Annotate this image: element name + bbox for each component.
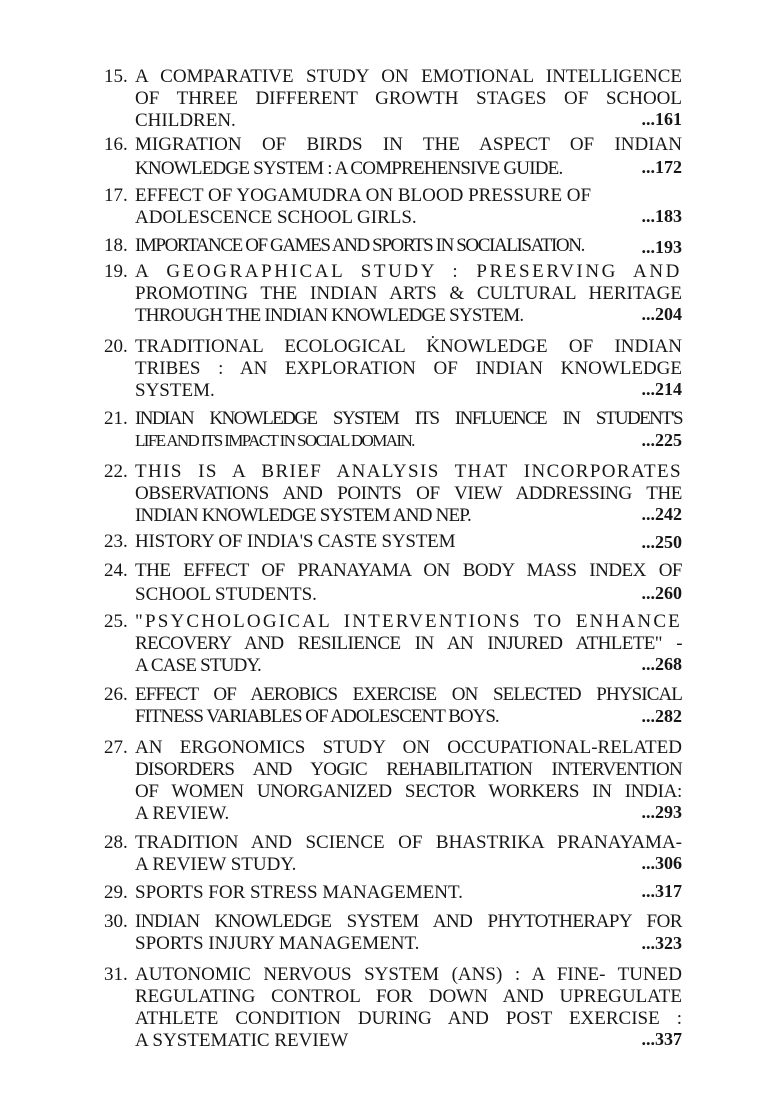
entry-title-line: INDIAN KNOWLEDGE SYSTEM AND NEP.	[135, 505, 471, 526]
entry-number: 22.	[104, 461, 128, 482]
entry-title-line: AN ERGONOMICS STUDY ON OCCUPATIONAL-RELATED	[135, 737, 682, 758]
entry-title-line: THROUGH THE INDIAN KNOWLEDGE SYSTEM.	[135, 305, 524, 326]
page-number[interactable]: ...337	[641, 1029, 682, 1049]
page-number[interactable]: ...214	[641, 379, 682, 399]
entry-number: 21.	[104, 408, 128, 429]
entry-title-line: FITNESS VARIABLES OF ADOLESCENT BOYS.	[135, 706, 499, 727]
entry-title-line: LIFE AND ITS IMPACT IN SOCIAL DOMAIN.	[135, 431, 414, 450]
entry-number: 26.	[104, 684, 128, 705]
page-number[interactable]: ...242	[641, 504, 682, 524]
entry-title-line: EFFECT OF YOGAMUDRA ON BLOOD PRESSURE OF	[135, 185, 592, 206]
entry-title-line: SCHOOL STUDENTS.	[135, 584, 317, 605]
entry-title-line: SPORTS FOR STRESS MANAGEMENT.	[135, 882, 463, 903]
entry-number: 18.	[104, 235, 128, 256]
page-number[interactable]: ...260	[641, 583, 682, 603]
page-number[interactable]: ...161	[641, 109, 682, 129]
entry-title-line: IMPORTANCE OF GAMES AND SPORTS IN SOCIALISATION.	[135, 235, 584, 256]
page-number[interactable]: ...183	[641, 206, 682, 226]
entry-title-line: EFFECT OF AEROBICS EXERCISE ON SELECTED PHYSICAL	[135, 684, 682, 705]
page-number[interactable]: ...317	[641, 881, 682, 901]
page-number[interactable]: ...306	[641, 853, 682, 873]
entry-title-line: CHILDREN.	[135, 110, 236, 131]
entry-title-line: TRADITION AND SCIENCE OF BHASTRIKA PRANAYAMA-	[135, 832, 682, 853]
entry-title-line: ADOLESCENCE SCHOOL GIRLS.	[135, 207, 417, 228]
entry-number: 28.	[104, 832, 128, 853]
entry-title-line: OF THREE DIFFERENT GROWTH STAGES OF SCHOOL	[135, 88, 682, 109]
entry-title-line: A REVIEW.	[135, 803, 230, 824]
entry-title-line: MIGRATION OF BIRDS IN THE ASPECT OF INDIAN	[135, 134, 682, 155]
entry-title-line: OF WOMEN UNORGANIZED SECTOR WORKERS IN INDIA:	[135, 781, 682, 802]
entry-number: 29.	[104, 882, 128, 903]
entry-title-line: THE EFFECT OF PRANAYAMA ON BODY MASS INDEX OF	[135, 560, 682, 581]
page-number[interactable]: ...282	[641, 706, 682, 726]
entry-title-line: TRIBES : AN EXPLORATION OF INDIAN KNOWLEDGE	[135, 358, 682, 379]
entry-title-line: A REVIEW STUDY.	[135, 854, 297, 875]
page-number[interactable]: ...250	[641, 532, 682, 552]
entry-title-line: INDIAN KNOWLEDGE SYSTEM ITS INFLUENCE IN STUDENT'S	[135, 408, 682, 429]
entry-title-line: RECOVERY AND RESILIENCE IN AN INJURED ATHLETE" -	[135, 633, 682, 654]
entry-title-line: SPORTS INJURY MANAGEMENT.	[135, 933, 420, 954]
entry-title-line: HISTORY OF INDIA'S CASTE SYSTEM	[135, 531, 456, 552]
entry-title-line: ATHLETE CONDITION DURING AND POST EXERCISE :	[135, 1008, 682, 1029]
page-number[interactable]: ...172	[641, 157, 682, 177]
entry-title-line: AUTONOMIC NERVOUS SYSTEM (ANS) : A FINE- TUNED	[135, 964, 682, 985]
entry-number: 19.	[104, 261, 128, 282]
page-number[interactable]: ...204	[641, 304, 682, 324]
entry-title-line: INDIAN KNOWLEDGE SYSTEM AND PHYTOTHERAPY FOR	[135, 911, 682, 932]
entry-title-line: PROMOTING THE INDIAN ARTS & CULTURAL HERITAGE	[135, 283, 682, 304]
entry-title-line: OBSERVATIONS AND POINTS OF VIEW ADDRESSING THE	[135, 483, 682, 504]
entry-number: 16.	[104, 134, 128, 155]
entry-number: 23.	[104, 531, 128, 552]
entry-title-line: REGULATING CONTROL FOR DOWN AND UPREGULATE	[135, 986, 682, 1007]
entry-title-line: A CASE STUDY.	[135, 655, 261, 676]
entry-title-line: A COMPARATIVE STUDY ON EMOTIONAL INTELLIGENCE	[135, 66, 682, 87]
entry-title-line: KNOWLEDGE SYSTEM : A COMPREHENSIVE GUIDE.	[135, 158, 563, 179]
entry-title-line: TRADITIONAL ECOLOGICAL K̇NOWLEDGE OF INDIAN	[135, 336, 682, 357]
entry-number: 20.	[104, 336, 128, 357]
entry-number: 30.	[104, 911, 128, 932]
entry-title-line: A SYSTEMATIC REVIEW	[135, 1030, 349, 1051]
page-number[interactable]: ...225	[641, 430, 682, 450]
entry-number: 17.	[104, 185, 128, 206]
entry-number: 25.	[104, 611, 128, 632]
page-number[interactable]: ...323	[641, 933, 682, 953]
entry-title-line: "PSYCHOLOGICAL INTERVENTIONS TO ENHANCE	[135, 611, 682, 632]
page-number[interactable]: ...268	[641, 654, 682, 674]
entry-title-line: DISORDERS AND YOGIC REHABILITATION INTERVENTION	[135, 759, 682, 780]
page-number[interactable]: ...193	[641, 237, 682, 257]
page-number[interactable]: ...293	[641, 802, 682, 822]
entry-title-line: THIS IS A BRIEF ANALYSIS THAT INCORPORATES	[135, 461, 682, 482]
entry-title-line: SYSTEM.	[135, 380, 215, 401]
entry-number: 27.	[104, 737, 128, 758]
entry-number: 15.	[104, 66, 128, 87]
entry-number: 24.	[104, 560, 128, 581]
entry-number: 31.	[104, 964, 128, 985]
entry-title-line: A GEOGRAPHICAL STUDY : PRESERVING AND	[135, 261, 682, 282]
